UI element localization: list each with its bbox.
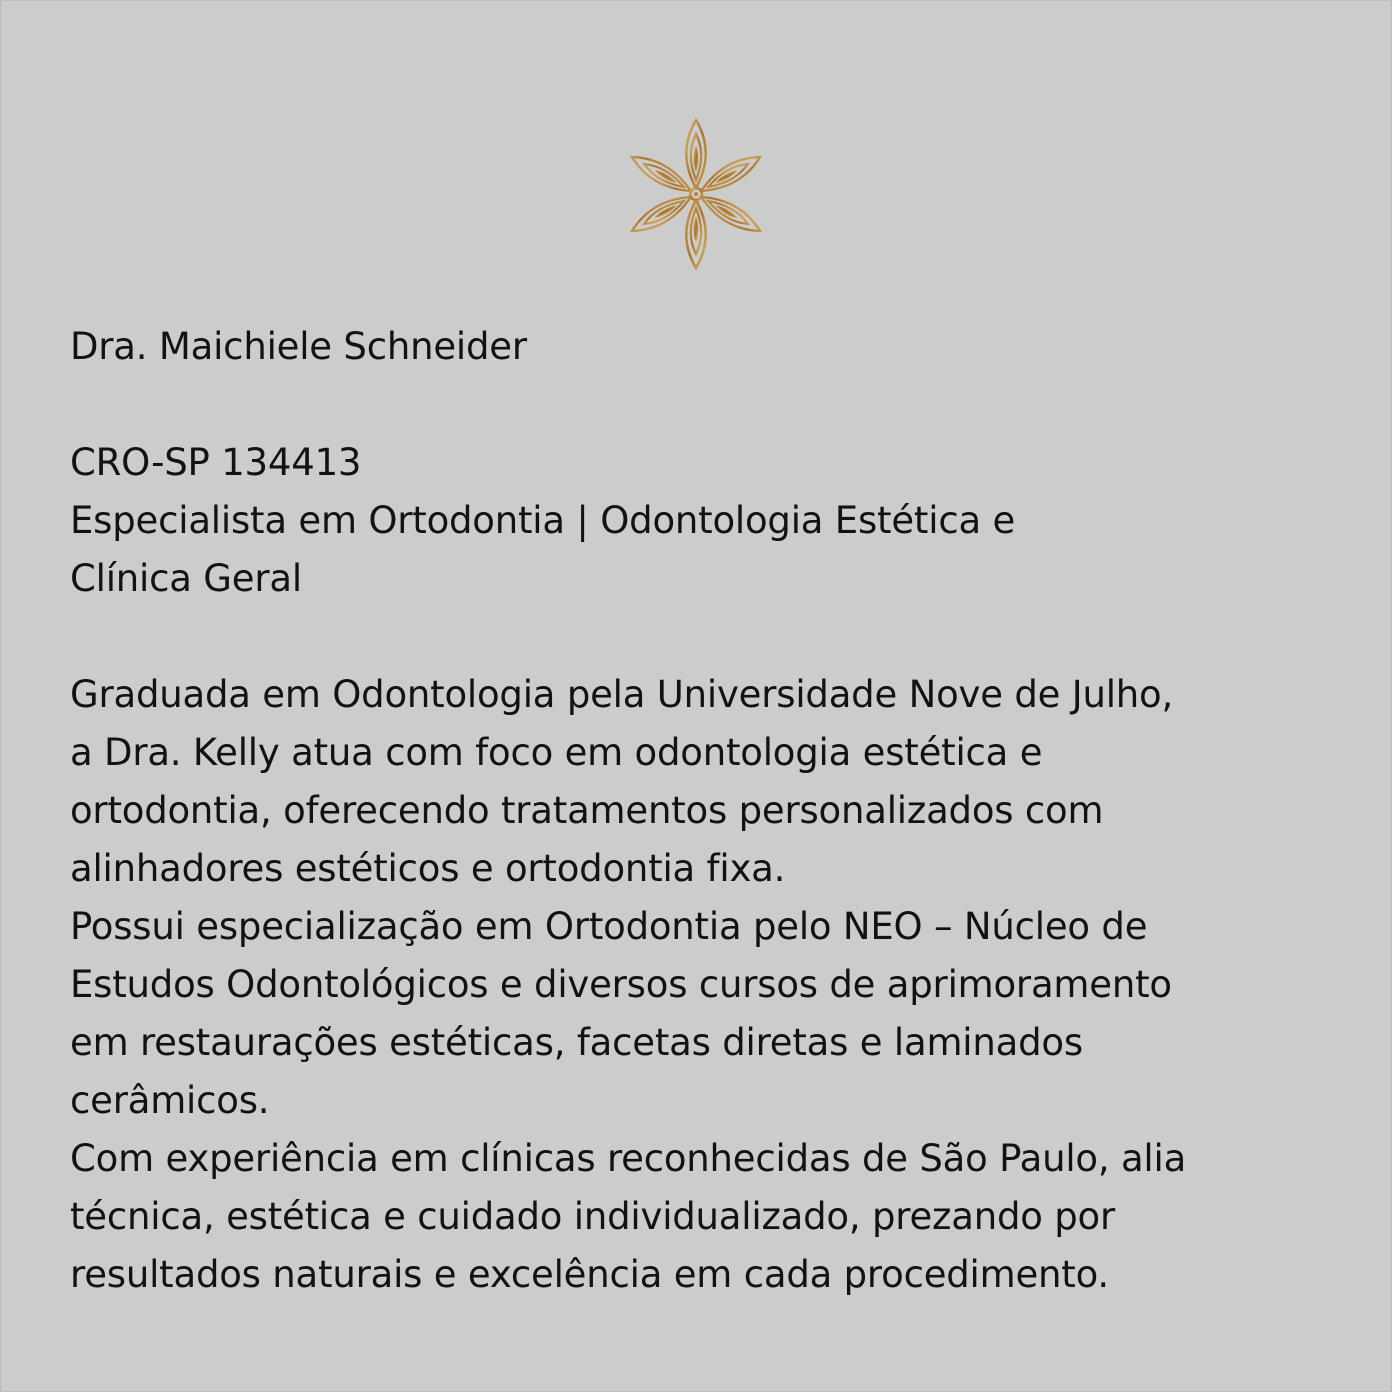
bio-line: Estudos Odontológicos e diversos cursos de aprimoramento — [70, 963, 1172, 1006]
specialty-line: Especialista em Ortodontia | Odontologia Estética e — [70, 499, 1016, 542]
doctor-name: Dra. Maichiele Schneider — [70, 325, 527, 368]
specialty-line: Clínica Geral — [70, 557, 302, 600]
bio-line: em restaurações estéticas, facetas diretas e laminados — [70, 1021, 1083, 1064]
bio-paragraph — [70, 666, 1370, 1304]
bio-line: cerâmicos. — [70, 1079, 270, 1122]
credentials-block — [70, 434, 1370, 608]
bio-line: resultados naturais e excelência em cada procedimento. — [70, 1253, 1109, 1296]
lotus-flower-icon — [629, 118, 763, 270]
bio-line: Possui especialização em Ortodontia pelo NEO – Núcleo de — [70, 905, 1148, 948]
bio-line: a Dra. Kelly atua com foco em odontologia estética e — [70, 731, 1043, 774]
bio-line: Com experiência em clínicas reconhecidas de São Paulo, alia — [70, 1137, 1187, 1180]
bio-line: ortodontia, oferecendo tratamentos personalizados com — [70, 789, 1104, 832]
bio-line: técnica, estética e cuidado individualizado, prezando por — [70, 1195, 1115, 1238]
bio-line: alinhadores estéticos e ortodontia fixa. — [70, 847, 786, 890]
cro-registration: CRO-SP 134413 — [70, 441, 362, 484]
bio-line: Graduada em Odontologia pela Universidade Nove de Julho, — [70, 673, 1174, 716]
